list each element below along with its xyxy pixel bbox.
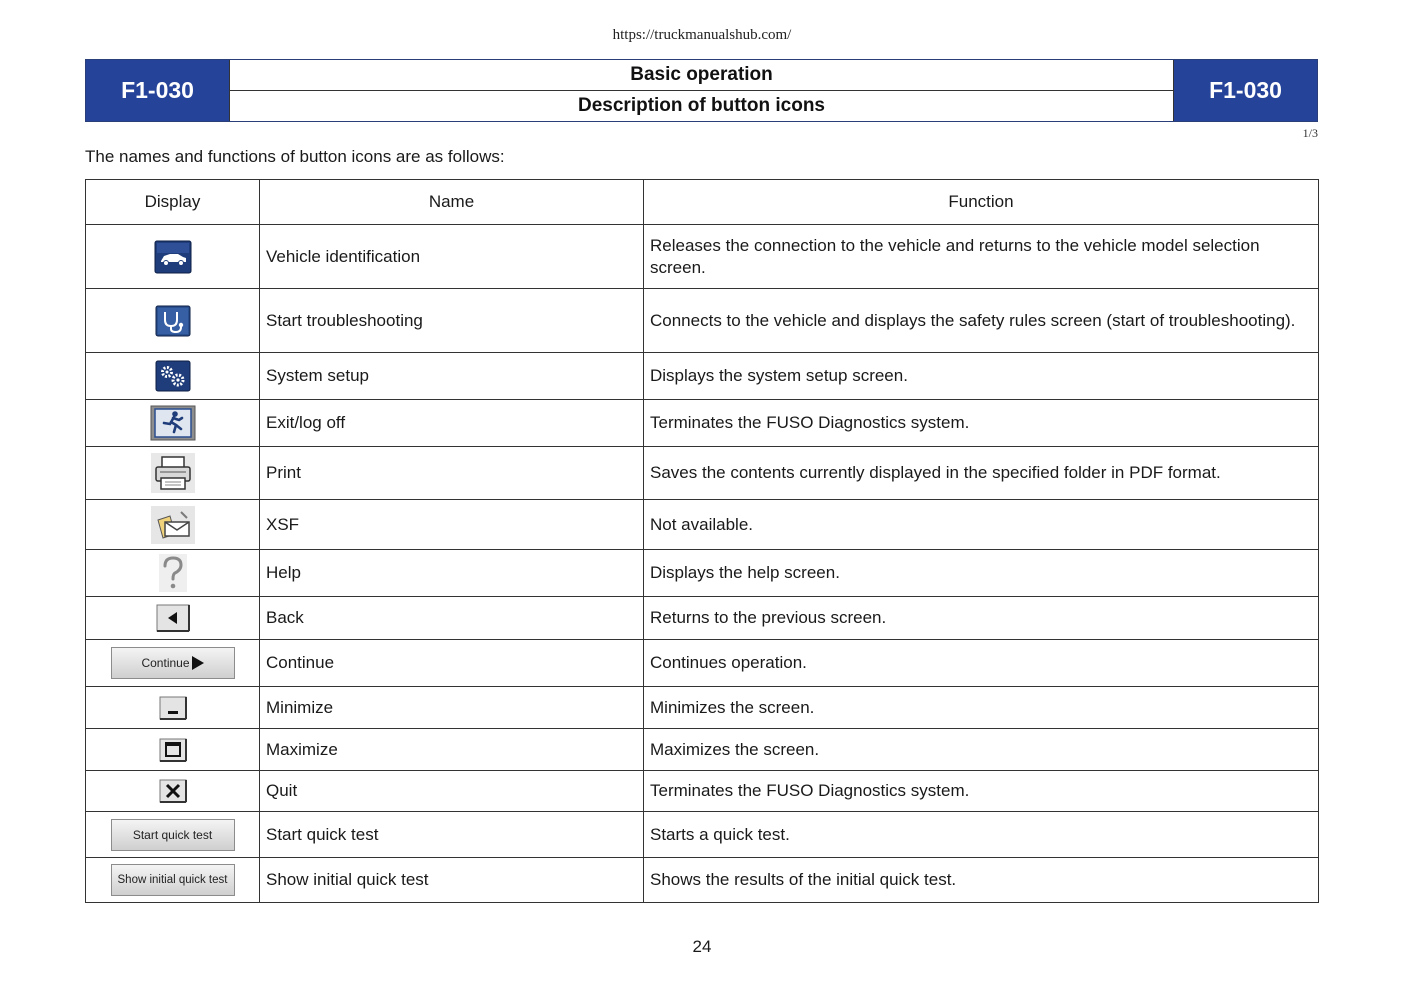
row-name: Start quick test: [260, 812, 644, 858]
stethoscope-icon: [155, 305, 191, 337]
row-name: Quit: [260, 771, 644, 812]
back-arrow-icon: [156, 604, 190, 632]
display-cell: [86, 858, 260, 903]
display-cell: [86, 447, 260, 500]
row-name: Maximize: [260, 729, 644, 771]
row-function: Continues operation.: [644, 640, 1319, 687]
row-function: Displays the help screen.: [644, 550, 1319, 597]
table-row: [86, 225, 1319, 289]
row-name: System setup: [260, 353, 644, 400]
row-function: Terminates the FUSO Diagnostics system.: [644, 400, 1319, 447]
row-name: Print: [260, 447, 644, 500]
section-code-left: F1-030: [86, 60, 229, 121]
display-cell: [86, 812, 260, 858]
row-function: Minimizes the screen.: [644, 687, 1319, 729]
row-name: Minimize: [260, 687, 644, 729]
section-header: [85, 59, 1318, 122]
column-header-function: Function: [644, 180, 1319, 225]
button-icons-table: [85, 179, 1319, 903]
continue-button: [111, 647, 235, 679]
table-row: [86, 858, 1319, 903]
gears-icon: [155, 360, 191, 392]
start-quick-test-button-label: Start quick test: [132, 827, 213, 842]
row-function: Releases the connection to the vehicle and returns to the vehicle model selection screen.: [644, 225, 1319, 289]
table-header-row: [86, 180, 1319, 225]
show-initial-quick-test-button-label: Show initial quick test: [117, 874, 228, 886]
display-cell: [86, 353, 260, 400]
page-number: 24: [692, 937, 712, 956]
row-name: Exit/log off: [260, 400, 644, 447]
display-cell: [86, 597, 260, 640]
row-name: Help: [260, 550, 644, 597]
row-name: Start troubleshooting: [260, 289, 644, 353]
table-row: [86, 500, 1319, 550]
row-name: Continue: [260, 640, 644, 687]
row-function: Connects to the vehicle and displays the safety rules screen (start of troubleshooting).: [644, 289, 1319, 353]
table-row: [86, 687, 1319, 729]
table-row: [86, 597, 1319, 640]
source-url: https://truckmanualshub.com/: [612, 27, 792, 43]
table-row: [86, 729, 1319, 771]
display-cell: [86, 400, 260, 447]
row-function: Returns to the previous screen.: [644, 597, 1319, 640]
page-fraction: 1/3: [1302, 126, 1318, 140]
display-cell: [86, 771, 260, 812]
maximize-icon: [159, 738, 187, 762]
row-name: Vehicle identification: [260, 225, 644, 289]
show-initial-quick-test-button: [111, 864, 235, 896]
table-row: [86, 447, 1319, 500]
row-function: Saves the contents currently displayed in the specified folder in PDF format.: [644, 447, 1319, 500]
minimize-icon: [159, 696, 187, 720]
row-function: Starts a quick test.: [644, 812, 1319, 858]
display-cell: [86, 550, 260, 597]
start-quick-test-button: [111, 819, 235, 851]
section-title: Basic operation: [230, 60, 1173, 91]
continue-button-label: Continue: [141, 656, 190, 670]
row-function: Displays the system setup screen.: [644, 353, 1319, 400]
question-icon: [159, 554, 187, 592]
row-function: Shows the results of the initial quick test.: [644, 858, 1319, 903]
row-function: Maximizes the screen.: [644, 729, 1319, 771]
display-cell: [86, 289, 260, 353]
display-cell: [86, 500, 260, 550]
section-subtitle: Description of button icons: [578, 95, 825, 116]
table-row: [86, 289, 1319, 353]
row-function: Not available.: [644, 500, 1319, 550]
running-man-icon: [150, 405, 196, 441]
xsf-icon: [151, 506, 195, 544]
column-header-display: Display: [86, 180, 260, 225]
section-code-right: F1-030: [1174, 60, 1317, 121]
display-cell: [86, 225, 260, 289]
row-function: Terminates the FUSO Diagnostics system.: [644, 771, 1319, 812]
close-icon: [159, 779, 187, 803]
play-arrow-icon: [192, 656, 204, 670]
table-row: [86, 550, 1319, 597]
row-name: Back: [260, 597, 644, 640]
display-cell: [86, 729, 260, 771]
table-row: [86, 812, 1319, 858]
row-name: XSF: [260, 500, 644, 550]
intro-text: The names and functions of button icons are as follows:: [85, 147, 505, 166]
column-header-name: Name: [260, 180, 644, 225]
row-name: Show initial quick test: [260, 858, 644, 903]
table-row: [86, 771, 1319, 812]
table-row: [86, 353, 1319, 400]
printer-icon: [151, 453, 195, 493]
section-titles: [229, 60, 1174, 121]
vehicle-icon: [154, 240, 192, 274]
table-row: [86, 640, 1319, 687]
display-cell: [86, 640, 260, 687]
table-row: [86, 400, 1319, 447]
display-cell: [86, 687, 260, 729]
